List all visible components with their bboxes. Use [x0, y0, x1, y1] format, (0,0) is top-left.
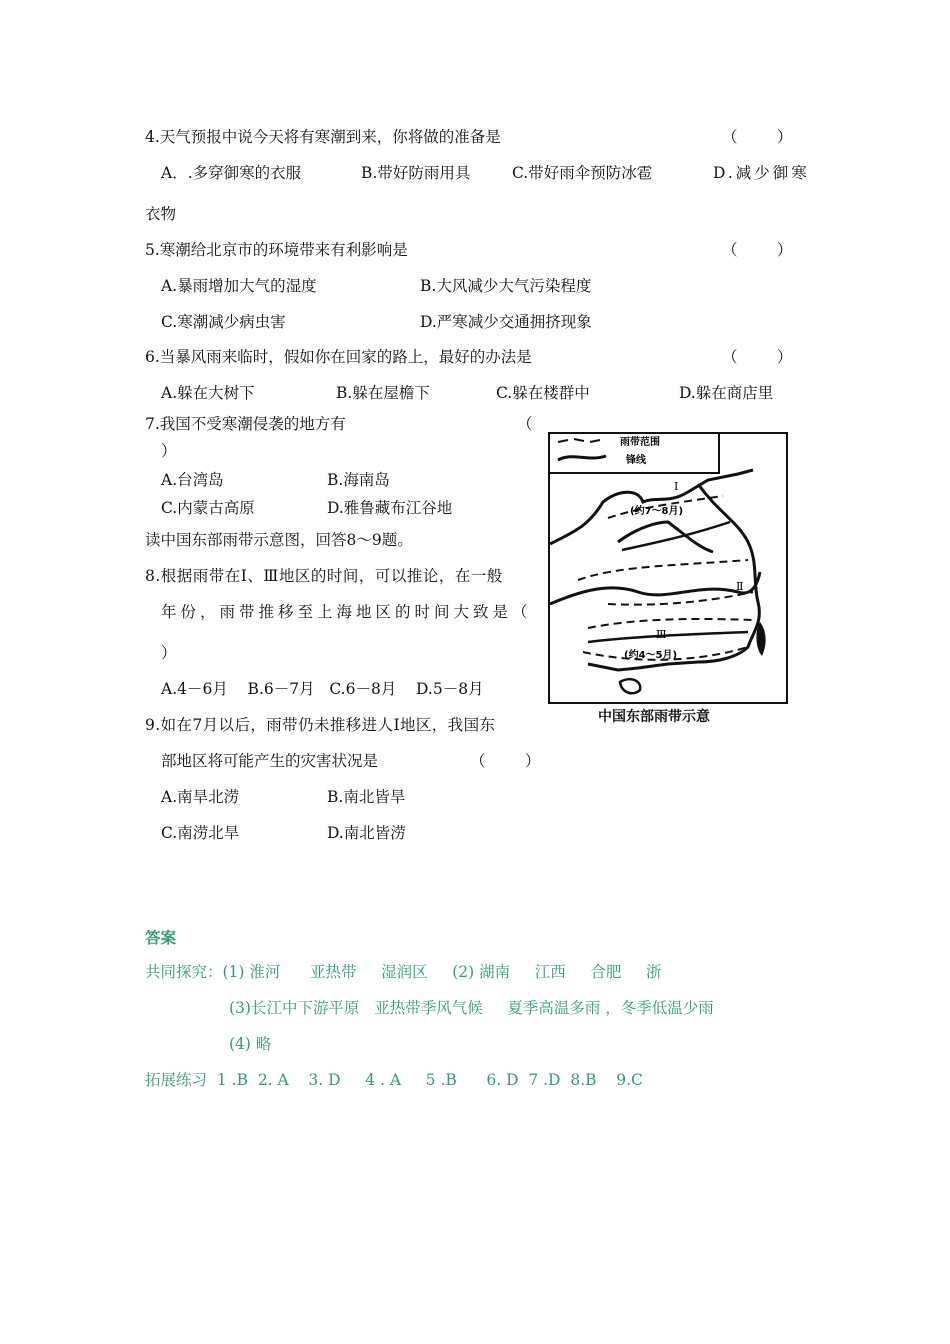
rain-belt-map	[548, 432, 788, 704]
answers-line3: (4) 略	[229, 1035, 272, 1053]
q8-line1: 8.根据雨带在Ⅰ、Ⅲ地区的时间，可以推论，在一般	[145, 567, 503, 585]
legend-front-label: 锋线	[626, 455, 646, 466]
q5-option-c: C.寒潮减少病虫害	[161, 313, 286, 331]
answers-line2: (3)长江中下游平原 亚热带季风气候 夏季高温多雨 ，冬季低温少雨	[229, 999, 714, 1017]
q8-line3: ）	[161, 644, 177, 662]
q7-paren-open: （	[517, 415, 533, 433]
q6-stem: 6.当暴风雨来临时，假如你在回家的路上，最好的办法是	[145, 348, 532, 366]
q4-option-d-cont: 衣物	[145, 205, 177, 223]
q6-option-c: C.躲在楼群中	[496, 384, 590, 402]
q7-option-b: B.海南岛	[327, 471, 390, 489]
q8-line2: 年份，雨带推移至上海地区的时间大致是（	[161, 603, 532, 621]
q5-option-a: A.暴雨增加大气的湿度	[161, 277, 317, 295]
q9-option-a: A.南旱北涝	[161, 788, 240, 806]
q6-paren: （ ）	[722, 348, 793, 366]
legend-rain-label: 雨带范围	[620, 437, 660, 448]
region-label-II: Ⅱ	[736, 580, 744, 593]
q9-line2: 部地区将可能产生的灾害状况是	[161, 752, 379, 770]
q9-paren: （ ）	[470, 752, 541, 770]
q7-option-c: C.内蒙古高原	[161, 499, 255, 517]
intro-8-9: 读中国东部雨带示意图，回答8～9题。	[145, 531, 413, 549]
region-time-III: (约4～5月)	[624, 650, 678, 661]
q6-option-a: A.躲在大树下	[161, 384, 255, 402]
q5-stem: 5.寒潮给北京市的环境带来有利影响是	[145, 241, 408, 259]
answers-heading: 答案	[145, 929, 177, 947]
q7-stem: 7.我国不受寒潮侵袭的地方有	[145, 415, 346, 433]
q7-paren-close: ）	[161, 442, 177, 460]
q7-option-d: D.雅鲁藏布江谷地	[327, 499, 453, 517]
q5-option-b: B.大风减少大气污染程度	[420, 277, 592, 295]
map-caption: 中国东部雨带示意	[598, 709, 710, 725]
q4-paren: （ ）	[722, 128, 793, 146]
q4-option-a: A．.多穿御寒的衣服	[161, 164, 302, 182]
answers-line4: 拓展练习 1 .B 2. A 3. D 4 . A 5 .B 6. D 7 .D 8.B 9.C	[145, 1071, 643, 1089]
q5-paren: （ ）	[722, 241, 793, 259]
q4-option-b: B.带好防雨用具	[361, 164, 471, 182]
q4-stem: 4.天气预报中说今天将有寒潮到来，你将做的准备是	[145, 128, 501, 146]
q4-option-c: C.带好雨伞预防冰雹	[512, 164, 653, 182]
q9-option-d: D.南北皆涝	[327, 824, 406, 842]
q9-option-c: C.南涝北旱	[161, 824, 240, 842]
q5-option-d: D.严寒减少交通拥挤现象	[420, 313, 592, 331]
q6-option-b: B.躲在屋檐下	[336, 384, 430, 402]
q4-option-d: D.减少御寒	[713, 164, 810, 182]
region-label-I: Ⅰ	[674, 480, 679, 493]
region-time-I: (约7～8月)	[630, 506, 684, 517]
q6-option-d: D.躲在商店里	[679, 384, 774, 402]
region-label-III: Ⅲ	[656, 628, 667, 641]
q7-option-a: A.台湾岛	[161, 471, 224, 489]
q9-line1: 9.如在7月以后，雨带仍未推移进人Ⅰ地区，我国东	[145, 716, 496, 734]
answers-line1: 共同探究：(1) 淮河 亚热带 湿润区 (2) 湖南 江西 合肥 浙	[145, 963, 662, 981]
q9-option-b: B.南北皆旱	[327, 788, 406, 806]
q8-options: A.4－6月 B.6－7月 C.6－8月 D.5－8月	[161, 680, 484, 698]
